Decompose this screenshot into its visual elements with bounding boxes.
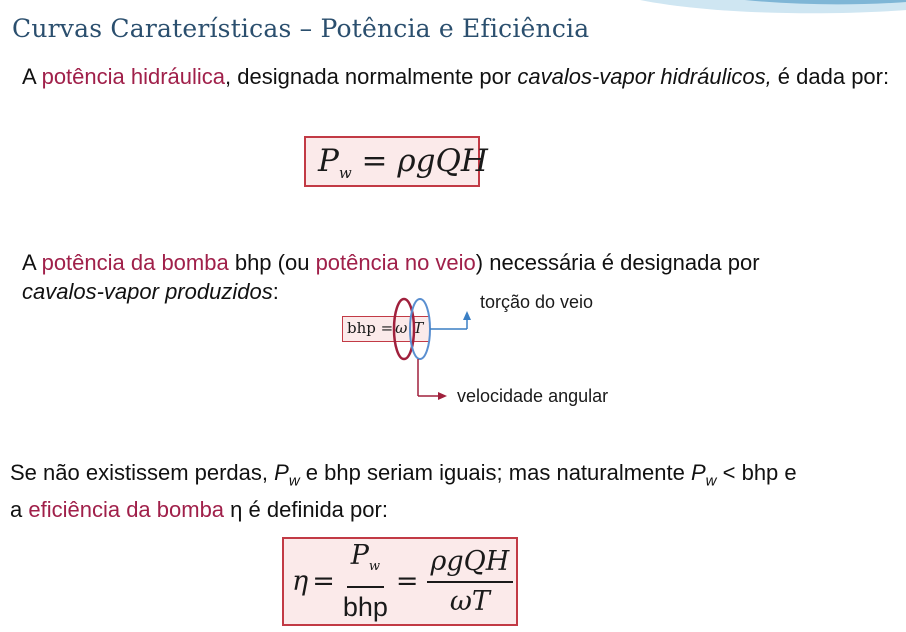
fraction-rhogqh-over-omegat: $\frac{\text{ρgQH}}{\omega T}$ [427, 545, 514, 619]
formula-bhp: bhp = ω T [342, 316, 430, 342]
torque-arrow-head [463, 311, 471, 320]
paragraph-pump-power: A potência da bomba bhp (ou potência no veio) necessária é designada por cavalos-vapor produzidos: [22, 250, 760, 304]
annotation-angular-velocity: velocidade angular [457, 386, 609, 406]
term-shaft-power: potência no veio [315, 250, 476, 275]
formula-hydraulic-power: $P_w = \rho gQH$ [304, 136, 480, 187]
term-hydraulic-power: potência hidráulica [41, 64, 226, 89]
page-title: Curvas Caraterísticas – Potência e Eficiência [12, 14, 590, 43]
paragraph-pump-efficiency: Se não existissem perdas, $P_w$ e bhp seriam iguais; mas naturalmente $P_w$ < bhp e a eficiência da bomba η é definida por: [10, 460, 797, 523]
paragraph-hydraulic-power: A potência hidráulica, designada normalmente por cavalos-vapor hidráulicos, é dada por: [22, 64, 890, 89]
fraction-pw-over-bhp: $\frac{P_w}{\text{bhp}}$ [342, 540, 388, 622]
term-pump-efficiency: eficiência da bomba [28, 497, 225, 523]
velocity-arrow-head [438, 392, 447, 400]
term-pump-power: potência da bomba [41, 250, 229, 275]
formula-efficiency: η = $\frac{P_w}{\text{bhp}}$ = $\frac{\text{ρgQH}}{\omega T}$ [282, 537, 518, 626]
annotation-shaft-torque: torção do veio [480, 292, 594, 312]
